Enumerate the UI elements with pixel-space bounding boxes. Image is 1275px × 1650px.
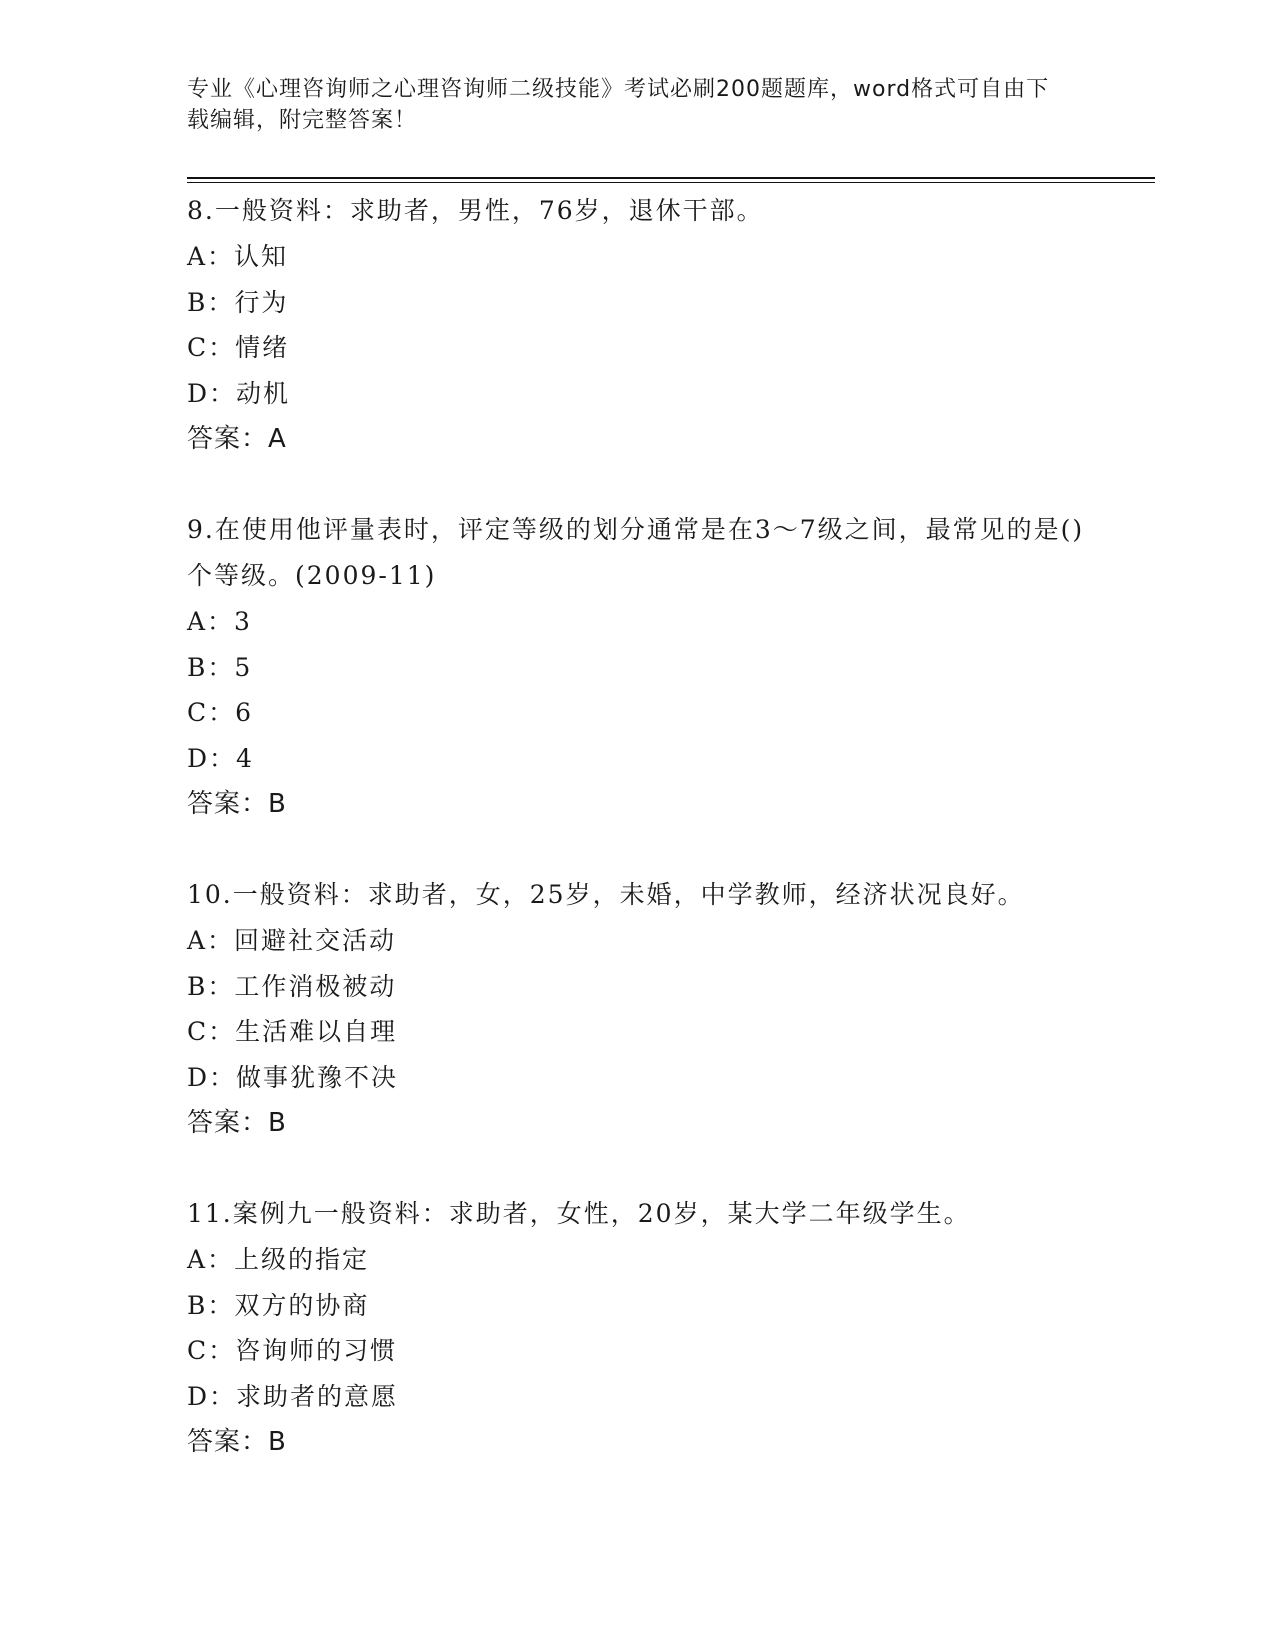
option-b: B：5 xyxy=(187,652,253,682)
header-divider-thick xyxy=(187,177,1155,179)
option-c: C：生活难以自理 xyxy=(187,1017,398,1046)
question-stem: 10.一般资料：求助者，女，25岁，未婚，中学教师，经济状况良好。 xyxy=(187,880,1025,909)
answer-line: 答案：B xyxy=(187,1108,287,1138)
question-stem: 9.在使用他评量表时，评定等级的划分通常是在3～7级之间，最常见的是()个等级。(2009-11) xyxy=(187,515,1085,590)
option-b: B：工作消极被动 xyxy=(187,971,397,1001)
option-d: D：求助者的意愿 xyxy=(187,1381,399,1411)
question-stem: 8.一般资料：求助者，男性，76岁，退休干部。 xyxy=(187,196,764,225)
question-11 xyxy=(187,1191,1087,1465)
document-header: 专业《心理咨询师之心理咨询师二级技能》考试必刷200题题库，word格式可自由下载编辑，附完整答案！ xyxy=(187,77,1050,133)
answer-line: 答案：B xyxy=(187,789,287,819)
option-d: D：做事犹豫不决 xyxy=(187,1062,399,1092)
option-b: B：双方的协商 xyxy=(187,1290,370,1320)
option-d: D：动机 xyxy=(187,378,291,408)
option-a: A：3 xyxy=(187,607,252,636)
option-a: A：认知 xyxy=(187,242,289,271)
answer-line: 答案：A xyxy=(187,424,287,454)
option-c: C：情绪 xyxy=(187,333,290,362)
question-stem: 11.案例九一般资料：求助者，女性，20岁，某大学二年级学生。 xyxy=(187,1199,971,1228)
option-a: A：回避社交活动 xyxy=(187,926,397,955)
option-a: A：上级的指定 xyxy=(187,1245,370,1274)
option-c: C：6 xyxy=(187,698,254,727)
option-c: C：咨询师的习惯 xyxy=(187,1336,398,1365)
answer-line: 答案：B xyxy=(187,1427,287,1457)
question-10 xyxy=(187,872,1087,1146)
question-9 xyxy=(187,507,1087,827)
header-divider-thin xyxy=(187,182,1155,183)
question-8 xyxy=(187,188,1087,462)
option-d: D：4 xyxy=(187,743,254,773)
option-b: B：行为 xyxy=(187,287,289,317)
